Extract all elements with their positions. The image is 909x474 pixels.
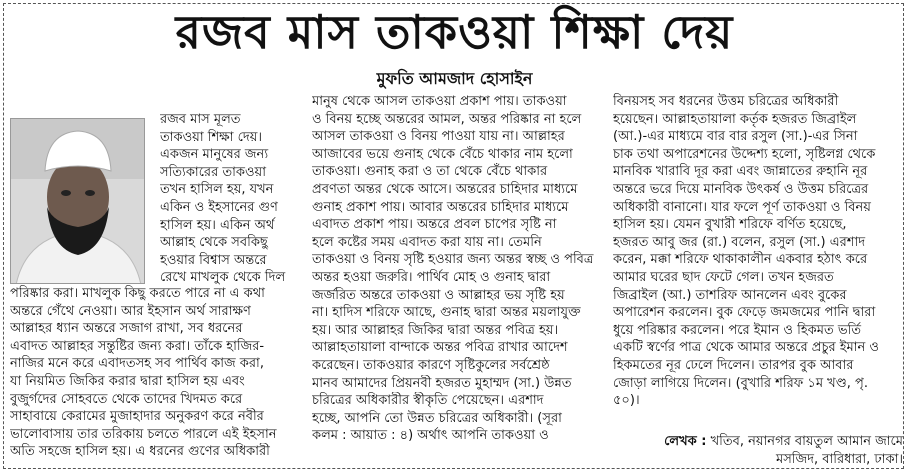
- author-line-1: খতিব, নয়ানগর বায়তুল আমান জামে: [710, 434, 903, 449]
- c2-line: ও বিনয় হচ্ছে অন্তরের আমল, অন্তর পরিষ্কার না হলে: [312, 111, 582, 127]
- c1a-line: রেখে মাখলুক থেকে দিল: [160, 270, 286, 286]
- c1a-line: আল্লাহ থেকে সবকিছু: [160, 235, 268, 251]
- portrait-image: [11, 119, 145, 284]
- c2-line: তাকওয়া। গুনাহ করা ও তা থেকে বেঁচে থাকার: [312, 164, 548, 180]
- author-line-2: মসজিদ, বারিধারা, ঢাকা।: [775, 452, 903, 467]
- c3-line: হজরত আবু জর (রা.) বলেন, রসুল (সা.) এরশাদ: [613, 234, 866, 250]
- c2-line: এবাদত প্রকাশ পায়। অন্তরে প্রবল চাপের সৃষ্টি না: [312, 217, 557, 233]
- column-3: [613, 93, 903, 410]
- c3-line: আমার ঘরের ছাদ ফেটে গেল। তখন হজরত: [613, 269, 834, 285]
- c1a-line: তখন হাসিল হয়, যখন: [160, 182, 274, 198]
- c2-line: আল্লাহতায়ালা বান্দাকে অন্তর পবিত্র রাখার আদেশ: [312, 340, 568, 356]
- c3-line: বিনয়সহ সব ধরনের উত্তম চরিত্রের অধিকারী: [613, 94, 839, 109]
- c3-line: অন্তরে ভরে দিয়ে মানবিক উৎকর্ষ ও উত্তম চরিত্রের: [613, 181, 869, 197]
- c2-line: মানুষ থেকে আসল তাকওয়া প্রকাশ পায়। তাকওয়া: [312, 94, 567, 109]
- c2-line: আসল তাকওয়া ও বিনয় পাওয়া যায় না। আল্লাহর: [312, 129, 565, 145]
- c3-line: চাক তথা অপারেশনের উদ্দেশ্য হলো, সৃষ্টিলগ্ন থেকে: [613, 146, 876, 162]
- c2-line: জর্জরিত অন্তরে তাকওয়া ও আল্লাহর ভয় সৃষ্টি হয়: [312, 287, 565, 303]
- c3-line: জোড়া লাগিয়ে দিলেন। (বুখারি শরিফ ১ম খণ্ড, পৃ.: [613, 375, 868, 391]
- c1b-line: অতি সহজে হাসিল হয়। এ ধরনের গুণের অধিকারী: [10, 444, 270, 460]
- c2-line: তাকওয়া ও বিনয় সৃষ্টি হওয়ার জন্য অন্তর স্বচ্ছ ও পবিত্র: [312, 252, 594, 268]
- c3-line: অপারেশন করলেন। বুক ফেড়ে জমজমের পানি দ্বারা: [613, 305, 876, 321]
- c1a-line: হওয়ার বিশ্বাস অন্তরে: [160, 252, 267, 268]
- c3-line: হিকমতের নূর ঢেলে দিলেন। তারপর বুক আবার: [613, 357, 854, 373]
- c2-line: গুনাহ প্রকাশ পায়। আবার অন্তরের চাহিদার মাধ্যমে: [312, 199, 569, 215]
- author-label: লেখক :: [664, 434, 707, 449]
- c1a-line: একিন ও ইহসানের গুণ: [160, 199, 278, 215]
- c2-line: হচ্ছে, আপনি তো উন্নত চরিত্রের অধিকারী। (সূরা: [312, 410, 562, 426]
- c2-line: অন্তর হওয়া জরুরি। পার্থিব মোহ ও গুনাহ দ্বারা: [312, 269, 551, 285]
- c1b-line: নাজির মনে করে এবাদতসহ সব পার্থিব কাজ করা,: [10, 356, 264, 372]
- c2-line: করেছেন। তাকওয়ার কারণে সৃষ্টিকুলের সর্বশ্রেষ্ঠ: [312, 357, 550, 373]
- c1a-line: তাকওয়া শিক্ষা দেয়।: [160, 129, 263, 145]
- c1b-line: পরিষ্কার করা। মাখলুক কিছু করতে পারে না এ কথা: [10, 286, 265, 301]
- headline: রজব মাস তাকওয়া শিক্ষা দেয়: [175, 5, 734, 59]
- c3-line: (আ.)-এর মাধ্যমে বার বার রসুল (সা.)-এর সিনা: [613, 129, 858, 145]
- c2-line: মানব আমাদের প্রিয়নবী হজরত মুহাম্মদ (সা.) উন্নত: [312, 375, 572, 391]
- byline: মুফতি আমজাদ হোসাইন: [376, 69, 533, 88]
- c2-line: হয়। আর আল্লাহর জিকির দ্বারা অন্তর পবিত্র হয়।: [312, 322, 559, 338]
- c1a-line: হাসিল হয়। একিন অর্থ: [160, 217, 275, 233]
- c1a-line: সত্যিকারের তাকওয়া: [160, 164, 266, 180]
- author-note: [613, 433, 903, 469]
- c1b-line: যা নিয়মিত জিকির করার দ্বারা হাসিল হয় এবং: [10, 373, 245, 389]
- c1b-line: বুজুর্গদের সোহবতে থেকে তাদের খিদমত করে: [10, 391, 243, 407]
- author-photo: [10, 118, 145, 284]
- column-2: [312, 93, 608, 445]
- c3-line: করেন, মক্কা শরিফে থাকাকালীন একবার হঠাৎ করে: [613, 252, 868, 268]
- c3-line: অধিকারী বানানো। যার ফলে পূর্ণ তাকওয়া ও বিনয়: [613, 199, 871, 215]
- c2-line: হলে কষ্টের সময় এবাদত করা যায় না। তেমনি: [312, 234, 542, 250]
- c1b-line: ভালোবাসায় তার তরিকায় চলতে পারলে এই ইহসান: [10, 426, 277, 442]
- c2-line: চরিত্রের অধিকারীর স্বীকৃতি পেয়েছেন। এরশাদ: [312, 393, 544, 409]
- c2-line: না। হাদিস শরিফে আছে, গুনাহ দ্বারা অন্তর ময়লাযুক্ত: [312, 305, 581, 321]
- c3-line: একটি স্বর্ণের পাত্র থেকে আমার অন্তরে প্রচুর ইমান ও: [613, 340, 879, 356]
- c1b-line: সাহাবায়ে কেরামের মুজাহাদার অনুকরণ করে নবীর: [10, 409, 264, 425]
- c3-line: হয়েছেন। আল্লাহতায়ালা কর্তৃক হজরত জিব্রাইল: [613, 111, 857, 127]
- c3-line: মানবিক খারাবি দূর করা এবং জান্নাতের রুহানি নূর: [613, 164, 868, 180]
- column-1-bottom: [10, 285, 306, 461]
- c2-line: আজাবের ভয়ে গুনাহ থেকে বেঁচে থাকার নাম হলো: [312, 146, 573, 162]
- c2-line: কলম : আয়াত : ৪) অর্থাৎ আপনি তাকওয়া ও: [312, 428, 549, 444]
- c3-line: জিব্রাইল (আ.) তাশরিফ আনলেন এবং বুকের: [613, 287, 847, 303]
- c3-line: ধুয়ে পরিষ্কার করলেন। পরে ইমান ও হিকমত ভর্তি: [613, 322, 862, 338]
- c1b-line: আল্লাহর ধ্যান অন্তরে সজাগ রাখা, সব ধরনের: [10, 321, 243, 337]
- c1a-line: একজন মানুষের জন্য: [160, 147, 269, 163]
- c3-line: ৫০)।: [613, 393, 640, 409]
- c1b-line: এবাদত আল্লাহর সন্তুষ্টির জন্য করা। তাঁকে হাজির-: [10, 338, 265, 354]
- c3-line: হাসিল হয়। যেমন বুখারী শরিফে বর্ণিত হয়েছে,: [613, 217, 847, 233]
- c1b-line: অন্তরে গেঁথে নেওয়া। আর ইহসান অর্থ সারাক্ষণ: [10, 303, 251, 319]
- c1a-line: রজব মাস মূলত: [160, 112, 241, 127]
- c2-line: প্রবণতা অন্তর থেকে আসে। অন্তরের চাহিদার মাধ্যমে: [312, 181, 578, 197]
- column-1-top: [160, 111, 305, 287]
